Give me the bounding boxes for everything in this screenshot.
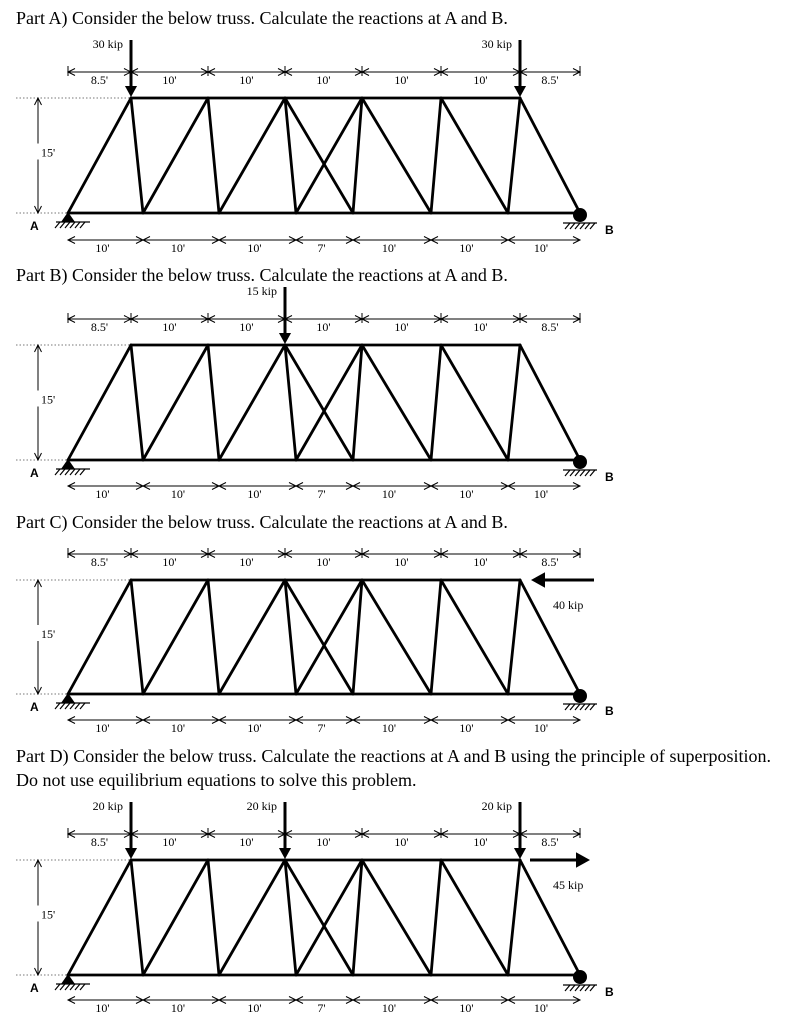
bottom-dim-label: 7' <box>317 1001 326 1015</box>
web-member <box>143 860 208 975</box>
ground-hatch-b <box>585 704 590 710</box>
bottom-dim-label: 10' <box>533 721 549 735</box>
load-label: 15 kip <box>246 284 277 298</box>
roller-support-b <box>573 689 587 703</box>
ground-hatch-b <box>565 223 570 229</box>
load-label: 20 kip <box>481 799 512 813</box>
top-dim-label: 10' <box>394 73 409 87</box>
ground-hatch-b <box>590 704 595 710</box>
top-dim-label: 10' <box>394 555 409 569</box>
ground-hatch-a <box>55 469 60 475</box>
ground-hatch-b <box>570 223 575 229</box>
height-dim-label: 15' <box>41 392 56 407</box>
top-dim-label: 10' <box>316 73 331 87</box>
load-arrowhead <box>125 86 137 97</box>
top-dim-label: 10' <box>316 320 331 334</box>
ground-hatch-b <box>565 985 570 991</box>
ground-hatch-a <box>70 984 75 990</box>
bottom-dim-label: 10' <box>170 721 186 735</box>
top-dim-label: 8.5' <box>90 555 109 569</box>
bottom-dim-label: 7' <box>317 721 326 735</box>
ground-hatch-b <box>570 985 575 991</box>
top-dim-label: 10' <box>473 320 488 334</box>
web-member <box>441 345 508 460</box>
web-member <box>508 345 520 460</box>
ground-hatch-b <box>585 223 590 229</box>
ground-hatch-a <box>65 703 70 709</box>
web-member <box>362 580 431 694</box>
support-b-label: B <box>605 223 614 237</box>
height-dim-label: 15' <box>41 907 56 922</box>
bottom-dim-label: 10' <box>533 1001 549 1015</box>
load-arrowhead <box>576 852 590 867</box>
ground-hatch-a <box>60 469 65 475</box>
ground-hatch-a <box>65 469 70 475</box>
web-member <box>353 860 362 975</box>
web-member <box>131 98 143 213</box>
web-member <box>143 580 208 694</box>
web-member <box>143 345 208 460</box>
bottom-dim-label: 10' <box>381 721 397 735</box>
ground-hatch-b <box>580 704 585 710</box>
ground-hatch-b <box>570 704 575 710</box>
bottom-dim-label: 10' <box>95 487 110 501</box>
height-dim-label: 15' <box>41 145 56 160</box>
top-dim-label: 8.5' <box>541 835 559 849</box>
web-member <box>131 580 143 694</box>
top-dim-label: 10' <box>394 320 409 334</box>
web-member <box>219 580 285 694</box>
web-member <box>362 98 431 213</box>
load-arrowhead <box>279 848 291 859</box>
ground-hatch-a <box>75 469 80 475</box>
load-label: 30 kip <box>92 37 123 51</box>
ground-hatch-b <box>575 704 580 710</box>
top-dim-label: 10' <box>316 555 331 569</box>
web-member <box>208 345 219 460</box>
bottom-dim-label: 10' <box>95 241 110 255</box>
ground-hatch-a <box>80 222 85 228</box>
support-b-label: B <box>605 985 614 999</box>
part-c-truss-diagram <box>0 537 807 745</box>
web-member <box>296 580 362 694</box>
height-dim-label: 15' <box>41 627 56 641</box>
ground-hatch-a <box>65 222 70 228</box>
bottom-dim-label: 10' <box>247 487 262 501</box>
web-member <box>508 580 520 694</box>
roller-support-b <box>573 455 587 469</box>
bottom-dim-label: 10' <box>459 721 474 735</box>
web-member <box>353 345 362 460</box>
roller-support-b <box>573 208 587 222</box>
ground-hatch-b <box>570 470 575 476</box>
top-dim-label: 10' <box>473 73 488 87</box>
web-member <box>431 345 441 460</box>
ground-hatch-a <box>55 984 60 990</box>
ground-hatch-b <box>575 470 580 476</box>
web-member <box>431 860 441 975</box>
web-member <box>219 860 285 975</box>
web-member <box>143 98 208 213</box>
top-dim-label: 10' <box>473 835 488 849</box>
bottom-dim-label: 10' <box>247 721 262 735</box>
bottom-dim-label: 10' <box>170 241 186 255</box>
web-member <box>296 345 362 460</box>
end-post-right <box>520 345 580 460</box>
bottom-dim-label: 10' <box>533 487 549 501</box>
ground-hatch-a <box>65 984 70 990</box>
part-c-prompt: Part C) Consider the below truss. Calculate the reactions at A and B. <box>16 512 508 532</box>
part-d-prompt: Part D) Consider the below truss. Calculate the reactions at A and B using the principle of superposition. Do not use equilibrium equations to solve this problem. <box>16 746 771 790</box>
ground-hatch-b <box>585 985 590 991</box>
bottom-dim-label: 10' <box>459 1001 474 1015</box>
load-arrowhead <box>531 572 545 587</box>
bottom-dim-label: 10' <box>381 487 397 501</box>
ground-hatch-a <box>55 703 60 709</box>
ground-hatch-b <box>575 223 580 229</box>
support-a-label: A <box>30 700 39 714</box>
support-b-label: B <box>605 704 614 718</box>
load-arrowhead <box>514 86 526 97</box>
top-dim-label: 10' <box>162 73 177 87</box>
load-arrowhead <box>514 848 526 859</box>
ground-hatch-a <box>70 469 75 475</box>
bottom-dim-label: 10' <box>170 1001 186 1015</box>
part-b-prompt: Part B) Consider the below truss. Calculate the reactions at A and B. <box>16 265 508 285</box>
top-dim-label: 8.5' <box>90 835 109 849</box>
top-dim-label: 10' <box>239 320 254 334</box>
web-member <box>508 98 520 213</box>
ground-hatch-b <box>590 223 595 229</box>
web-member <box>441 580 508 694</box>
load-label: 20 kip <box>246 799 277 813</box>
bottom-dim-label: 7' <box>317 487 326 501</box>
ground-hatch-b <box>585 470 590 476</box>
ground-hatch-b <box>580 985 585 991</box>
top-dim-label: 8.5' <box>541 73 559 87</box>
support-a-label: A <box>30 219 39 233</box>
bottom-dim-label: 10' <box>381 241 397 255</box>
web-member <box>353 98 362 213</box>
part-d-truss-diagram <box>0 792 807 1024</box>
ground-hatch-a <box>60 222 65 228</box>
ground-hatch-a <box>80 984 85 990</box>
ground-hatch-b <box>580 223 585 229</box>
ground-hatch-a <box>70 703 75 709</box>
top-dim-label: 10' <box>239 555 254 569</box>
ground-hatch-b <box>590 470 595 476</box>
bottom-dim-label: 10' <box>381 1001 397 1015</box>
part-a-prompt: Part A) Consider the below truss. Calculate the reactions at A and B. <box>16 8 508 28</box>
ground-hatch-a <box>60 984 65 990</box>
load-label: 30 kip <box>481 37 512 51</box>
bottom-dim-label: 10' <box>533 241 549 255</box>
web-member <box>296 98 362 213</box>
top-dim-label: 10' <box>239 73 254 87</box>
bottom-dim-label: 10' <box>170 487 186 501</box>
ground-hatch-a <box>75 703 80 709</box>
support-a-label: A <box>30 466 39 480</box>
web-member <box>431 580 441 694</box>
end-post-left <box>68 580 131 694</box>
top-dim-label: 8.5' <box>90 320 109 334</box>
top-dim-label: 10' <box>162 835 177 849</box>
bottom-dim-label: 7' <box>317 241 326 255</box>
end-post-left <box>68 860 131 975</box>
end-post-left <box>68 345 131 460</box>
load-label: 45 kip <box>553 878 584 892</box>
web-member <box>131 860 143 975</box>
web-member <box>441 860 508 975</box>
ground-hatch-a <box>60 703 65 709</box>
ground-hatch-a <box>55 222 60 228</box>
bottom-dim-label: 10' <box>247 241 262 255</box>
ground-hatch-a <box>80 469 85 475</box>
load-label: 20 kip <box>92 799 123 813</box>
web-member <box>362 345 431 460</box>
top-dim-label: 8.5' <box>541 320 559 334</box>
ground-hatch-b <box>565 704 570 710</box>
bottom-dim-label: 10' <box>95 721 110 735</box>
web-member <box>296 860 362 975</box>
ground-hatch-a <box>70 222 75 228</box>
part-b-truss-diagram <box>0 284 807 510</box>
web-member <box>362 860 431 975</box>
web-member <box>353 580 362 694</box>
top-dim-label: 10' <box>239 835 254 849</box>
load-arrowhead <box>125 848 137 859</box>
web-member <box>431 98 441 213</box>
load-arrowhead <box>279 333 291 344</box>
top-dim-label: 10' <box>394 835 409 849</box>
support-b-label: B <box>605 470 614 484</box>
web-member <box>208 98 219 213</box>
top-dim-label: 8.5' <box>90 73 109 87</box>
ground-hatch-b <box>590 985 595 991</box>
top-dim-label: 10' <box>473 555 488 569</box>
web-member <box>441 98 508 213</box>
web-member <box>508 860 520 975</box>
top-dim-label: 8.5' <box>541 555 559 569</box>
bottom-dim-label: 10' <box>459 487 474 501</box>
ground-hatch-a <box>75 984 80 990</box>
end-post-left <box>68 98 131 213</box>
web-member <box>208 580 219 694</box>
load-label: 40 kip <box>553 598 584 612</box>
bottom-dim-label: 10' <box>95 1001 110 1015</box>
support-a-label: A <box>30 981 39 995</box>
ground-hatch-a <box>80 703 85 709</box>
bottom-dim-label: 10' <box>247 1001 262 1015</box>
top-dim-label: 10' <box>316 835 331 849</box>
ground-hatch-b <box>575 985 580 991</box>
ground-hatch-b <box>565 470 570 476</box>
roller-support-b <box>573 970 587 984</box>
web-member <box>208 860 219 975</box>
end-post-right <box>520 98 580 213</box>
bottom-dim-label: 10' <box>459 241 474 255</box>
web-member <box>131 345 143 460</box>
top-dim-label: 10' <box>162 555 177 569</box>
top-dim-label: 10' <box>162 320 177 334</box>
web-member <box>219 345 285 460</box>
ground-hatch-b <box>580 470 585 476</box>
part-a-truss-diagram <box>0 34 807 264</box>
web-member <box>219 98 285 213</box>
ground-hatch-a <box>75 222 80 228</box>
